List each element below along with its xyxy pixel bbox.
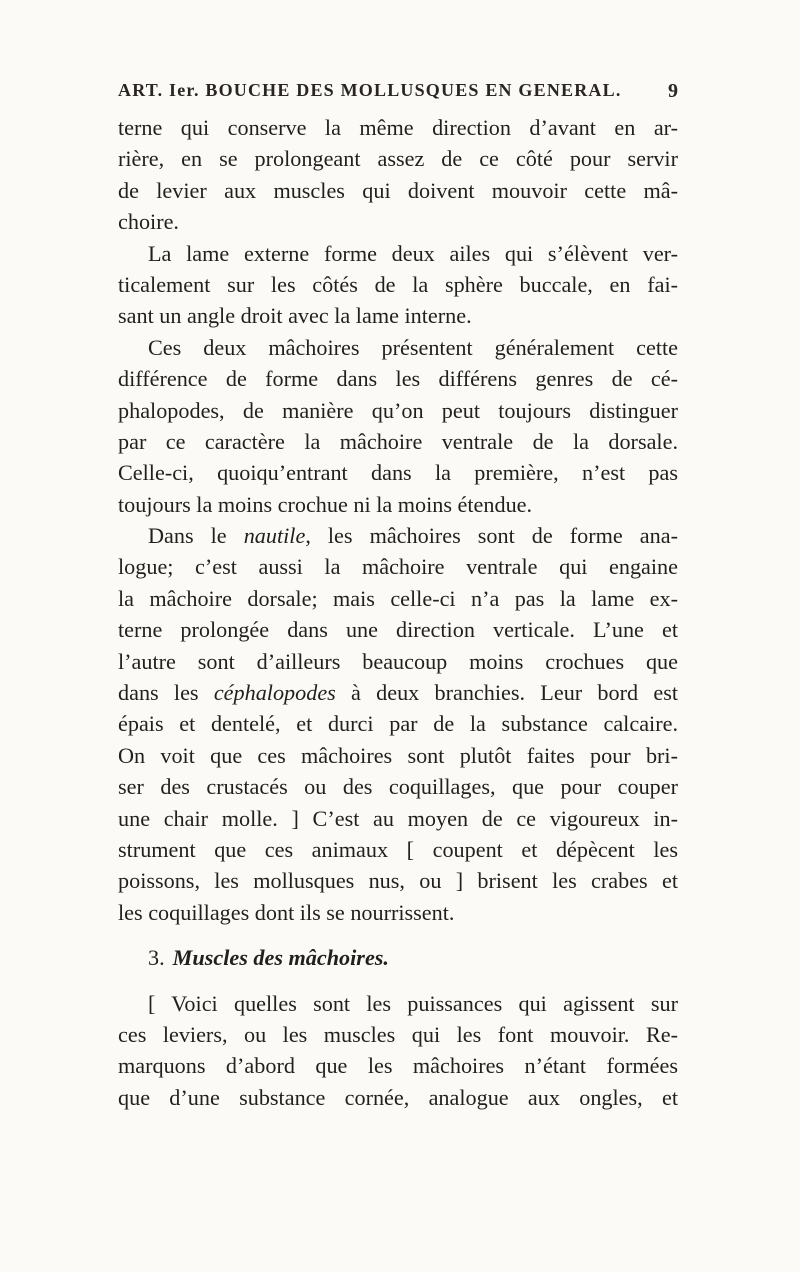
text-line: terne prolongée dans une direction verticale. L’une et xyxy=(118,617,678,643)
text-line: On voit que ces mâchoires sont plutôt faites pour bri- xyxy=(118,742,678,768)
text-line: les coquillages dont ils se nourrissent. xyxy=(118,899,455,925)
page-number: 9 xyxy=(668,80,678,102)
text-line: phalopodes, de manière qu’on peut toujours distinguer xyxy=(118,397,678,423)
term-cephalopodes: céphalopodes xyxy=(213,680,336,706)
text-line: choire. xyxy=(118,209,179,235)
text-line: Celle-ci, quoiqu’entrant dans la première, n’est pas xyxy=(118,460,678,486)
section-heading xyxy=(118,942,678,973)
running-head-title: ART. Ier. BOUCHE DES MOLLUSQUES EN GENERAL. xyxy=(118,80,622,100)
text-fragment: Dans le xyxy=(148,523,244,549)
text-line: La lame externe forme deux ailes qui s’élèvent ver- xyxy=(148,240,678,266)
text-line: [ Voici quelles sont les puissances qui agissent sur xyxy=(148,990,678,1016)
text-line: que d’une substance cornée, analogue aux ongles, et xyxy=(118,1084,678,1110)
text-line xyxy=(118,677,678,708)
text-line xyxy=(118,520,678,551)
section-number: 3. xyxy=(148,945,165,971)
term-nautile: nautile xyxy=(243,523,306,549)
text-line: terne qui conserve la même direction d’avant en ar- xyxy=(118,115,678,140)
text-line: différence de forme dans les différens genres de cé- xyxy=(118,366,678,392)
text-line: épais et dentelé, et durci par de la substance calcaire. xyxy=(118,711,678,737)
text-line: rière, en se prolongeant assez de ce côté pour servir xyxy=(118,146,678,172)
text-line: de levier aux muscles qui doivent mouvoir cette mâ- xyxy=(118,177,678,203)
text-fragment: à deux branchies. Leur bord est xyxy=(335,680,678,706)
text-line: une chair molle. ] C’est au moyen de ce vigoureux in- xyxy=(118,805,678,831)
text-line: logue; c’est aussi la mâchoire ventrale qui engaine xyxy=(118,554,678,580)
text-line: Ces deux mâchoires présentent généralement cette xyxy=(148,334,678,360)
text-line: poissons, les mollusques nus, ou ] brisent les crabes et xyxy=(118,868,678,894)
text-line: l’autre sont d’ailleurs beaucoup moins crochues que xyxy=(118,648,678,674)
body-text xyxy=(118,112,678,1113)
text-fragment: dans les xyxy=(118,680,214,706)
section-title: Muscles des mâchoires. xyxy=(172,945,389,971)
text-line: la mâchoire dorsale; mais celle-ci n’a pas la lame ex- xyxy=(118,585,678,611)
text-fragment: , les mâchoires sont de forme ana- xyxy=(305,523,678,549)
text-line: ticalement sur les côtés de la sphère buccale, en fai- xyxy=(118,271,678,297)
text-line: ser des crustacés ou des coquillages, que pour couper xyxy=(118,774,678,800)
spacer xyxy=(118,928,678,942)
text-line: sant un angle droit avec la lame interne. xyxy=(118,303,472,329)
spacer xyxy=(118,974,678,988)
text-line: par ce caractère la mâchoire ventrale de la dorsale. xyxy=(118,428,678,454)
text-line: toujours la moins crochue ni la moins étendue. xyxy=(118,491,533,517)
text-line: strument que ces animaux [ coupent et dépècent les xyxy=(118,836,678,862)
running-header xyxy=(118,80,678,108)
text-line: ces leviers, ou les muscles qui les font mouvoir. Re- xyxy=(118,1021,678,1047)
text-line: marquons d’abord que les mâchoires n’étant formées xyxy=(118,1053,678,1079)
